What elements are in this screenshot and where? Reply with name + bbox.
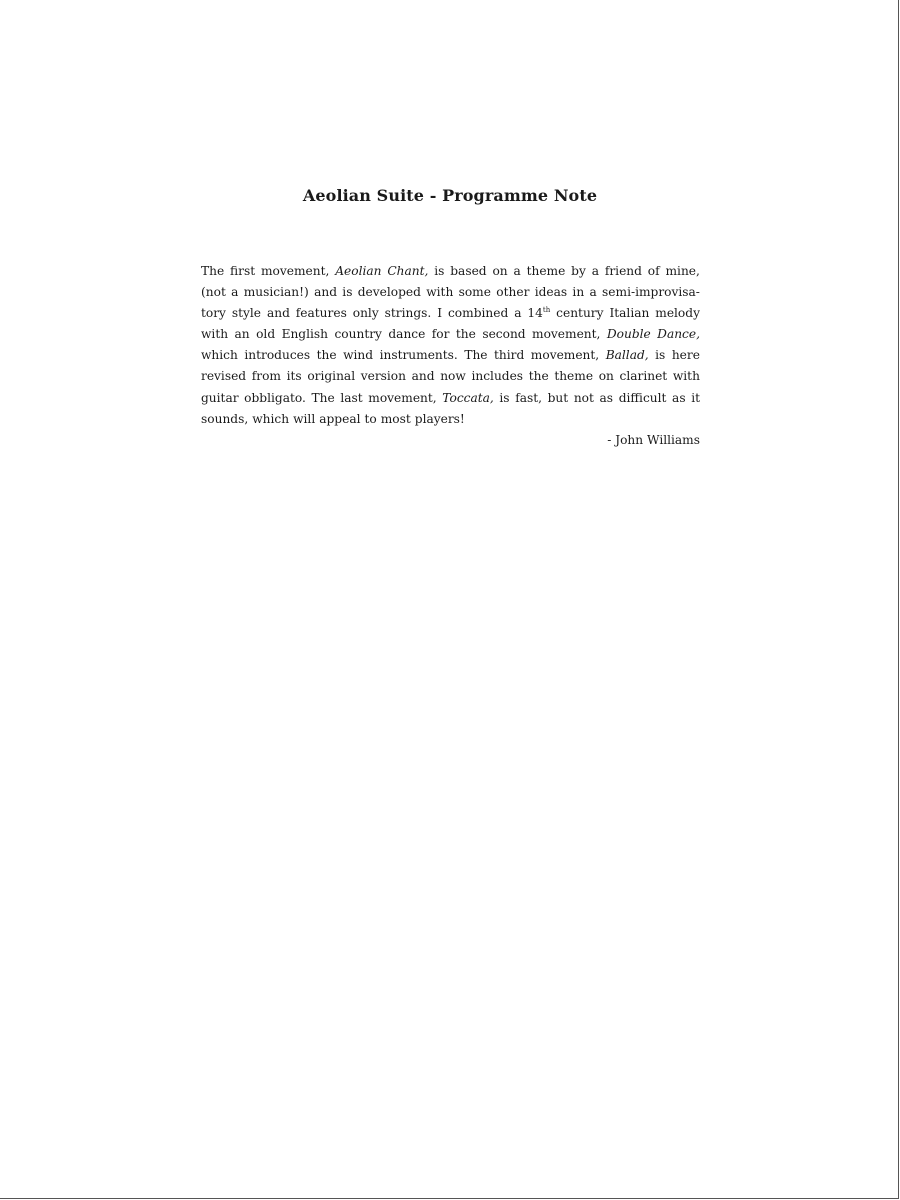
paragraph-line-2 xyxy=(201,282,700,303)
paragraph-word: its xyxy=(286,369,302,384)
paragraph-word: Toccata, xyxy=(442,390,494,405)
paragraph-word: only xyxy=(352,306,379,321)
paragraph-line-7 xyxy=(201,388,700,409)
paragraph-word: in xyxy=(572,285,585,300)
paragraph-word: movement, xyxy=(261,264,330,278)
paragraph-word: which xyxy=(201,348,238,363)
paragraph-word: The xyxy=(464,348,488,363)
paragraph-word: difficult xyxy=(618,390,667,405)
paragraph-word: Double xyxy=(606,327,651,342)
paragraph-word: I xyxy=(437,306,443,321)
paragraph-word: and xyxy=(314,285,337,300)
paragraph-word: (not xyxy=(201,285,226,300)
programme-note-paragraph xyxy=(201,261,700,451)
paragraph-word: a xyxy=(589,285,597,300)
paragraph-word: appeal xyxy=(319,411,361,426)
paragraph-word: a xyxy=(591,264,599,278)
paragraph-word: Dance, xyxy=(657,327,700,342)
paragraph-word: first xyxy=(230,264,256,278)
paragraph-word: Italian xyxy=(609,306,650,321)
paragraph-word: second xyxy=(482,327,526,342)
paragraph-word: wind xyxy=(343,348,374,363)
paragraph-word: obbligato. xyxy=(244,390,306,405)
paragraph-word: players! xyxy=(414,411,465,426)
paragraph-word: here xyxy=(671,348,700,363)
paragraph-word: guitar xyxy=(201,390,239,405)
paragraph-word: is xyxy=(655,348,666,363)
paragraph-word: movement, xyxy=(530,348,600,363)
author-signature: - John Williams xyxy=(607,432,700,447)
paragraph-word: is xyxy=(434,264,445,278)
signature-row xyxy=(201,430,700,451)
paragraph-word: most xyxy=(380,411,411,426)
paragraph-word: other xyxy=(496,285,530,300)
paragraph-word: is xyxy=(342,285,353,300)
paragraph-word: it xyxy=(691,390,700,405)
paragraph-word: by xyxy=(571,264,586,278)
paragraph-word: melody xyxy=(655,306,700,321)
paragraph-word: developed xyxy=(357,285,421,300)
paragraph-word: a xyxy=(231,285,239,300)
paragraph-word: with xyxy=(201,327,229,342)
paragraph-word: ideas xyxy=(534,285,568,300)
paragraph-word: movement, xyxy=(532,327,601,342)
paragraph-word: and xyxy=(411,369,435,384)
paragraph-word: for xyxy=(431,327,450,342)
paragraph-word: sounds, xyxy=(201,411,249,426)
paragraph-word: will xyxy=(293,411,316,426)
paragraph-word: last xyxy=(340,390,363,405)
paragraph-line-1 xyxy=(201,261,700,282)
paragraph-line-4 xyxy=(201,324,700,345)
paragraph-word: century xyxy=(556,306,604,321)
paragraph-word: combined xyxy=(447,306,509,321)
paragraph-word: strings. xyxy=(384,306,432,321)
paragraph-word: style xyxy=(231,306,262,321)
paragraph-word: is xyxy=(499,390,510,405)
paragraph-word: the xyxy=(528,369,549,384)
paragraph-word: version xyxy=(360,369,406,384)
paragraph-word: tory xyxy=(201,306,226,321)
paragraph-word: The xyxy=(311,390,335,405)
paragraph-word: which xyxy=(252,411,290,426)
paragraph-word: original xyxy=(307,369,356,384)
paragraph-word: Aeolian xyxy=(335,264,382,278)
paragraph-word: on xyxy=(492,264,508,278)
paragraph-word: on xyxy=(598,369,614,384)
paragraph-word: as xyxy=(672,390,686,405)
paragraph-word: an xyxy=(234,327,250,342)
paragraph-word: the xyxy=(455,327,476,342)
paragraph-word: with xyxy=(672,369,700,384)
paragraph-word: 14th xyxy=(527,306,551,321)
paragraph-word: semi-improvisa- xyxy=(602,285,700,300)
paragraph-word: clarinet xyxy=(619,369,668,384)
paragraph-word: dance xyxy=(388,327,426,342)
paragraph-word: English xyxy=(281,327,329,342)
paragraph-word: friend xyxy=(604,264,642,278)
paragraph-word: the xyxy=(316,348,337,363)
paragraph-word: Ballad, xyxy=(605,348,649,363)
paragraph-word: mine, xyxy=(665,264,700,278)
paragraph-word: Chant, xyxy=(387,264,429,278)
paragraph-line-8 xyxy=(201,409,700,430)
paragraph-word: includes xyxy=(471,369,524,384)
paragraph-word: of xyxy=(647,264,660,278)
paragraph-word: introduces xyxy=(244,348,311,363)
document-title: Aeolian Suite - Programme Note xyxy=(302,186,598,205)
paragraph-word: fast, xyxy=(515,390,542,405)
paragraph-word: as xyxy=(599,390,614,405)
paragraph-word: but xyxy=(547,390,569,405)
paragraph-word: The xyxy=(201,264,225,278)
paragraph-word: theme xyxy=(554,369,594,384)
paragraph-word: not xyxy=(573,390,594,405)
paragraph-word: old xyxy=(256,327,276,342)
paragraph-word: features xyxy=(295,306,347,321)
paragraph-word: movement, xyxy=(368,390,437,405)
paragraph-line-5 xyxy=(201,345,700,366)
paragraph-word: and xyxy=(266,306,290,321)
paragraph-word: a xyxy=(513,264,521,278)
paragraph-word: theme xyxy=(526,264,566,278)
paragraph-word: based xyxy=(450,264,487,278)
paragraph-word: some xyxy=(458,285,491,300)
paragraph-word: musician!) xyxy=(243,285,309,300)
paragraph-word: with xyxy=(426,285,454,300)
paragraph-word: to xyxy=(364,411,377,426)
paragraph-word: country xyxy=(334,327,382,342)
paragraph-word: revised xyxy=(201,369,247,384)
paragraph-word: instruments. xyxy=(379,348,458,363)
paragraph-word: now xyxy=(440,369,466,384)
paragraph-word: a xyxy=(514,306,522,321)
paragraph-line-6 xyxy=(201,366,700,387)
paragraph-word: from xyxy=(251,369,281,384)
paragraph-word: third xyxy=(494,348,525,363)
paragraph-line-3 xyxy=(201,303,700,324)
